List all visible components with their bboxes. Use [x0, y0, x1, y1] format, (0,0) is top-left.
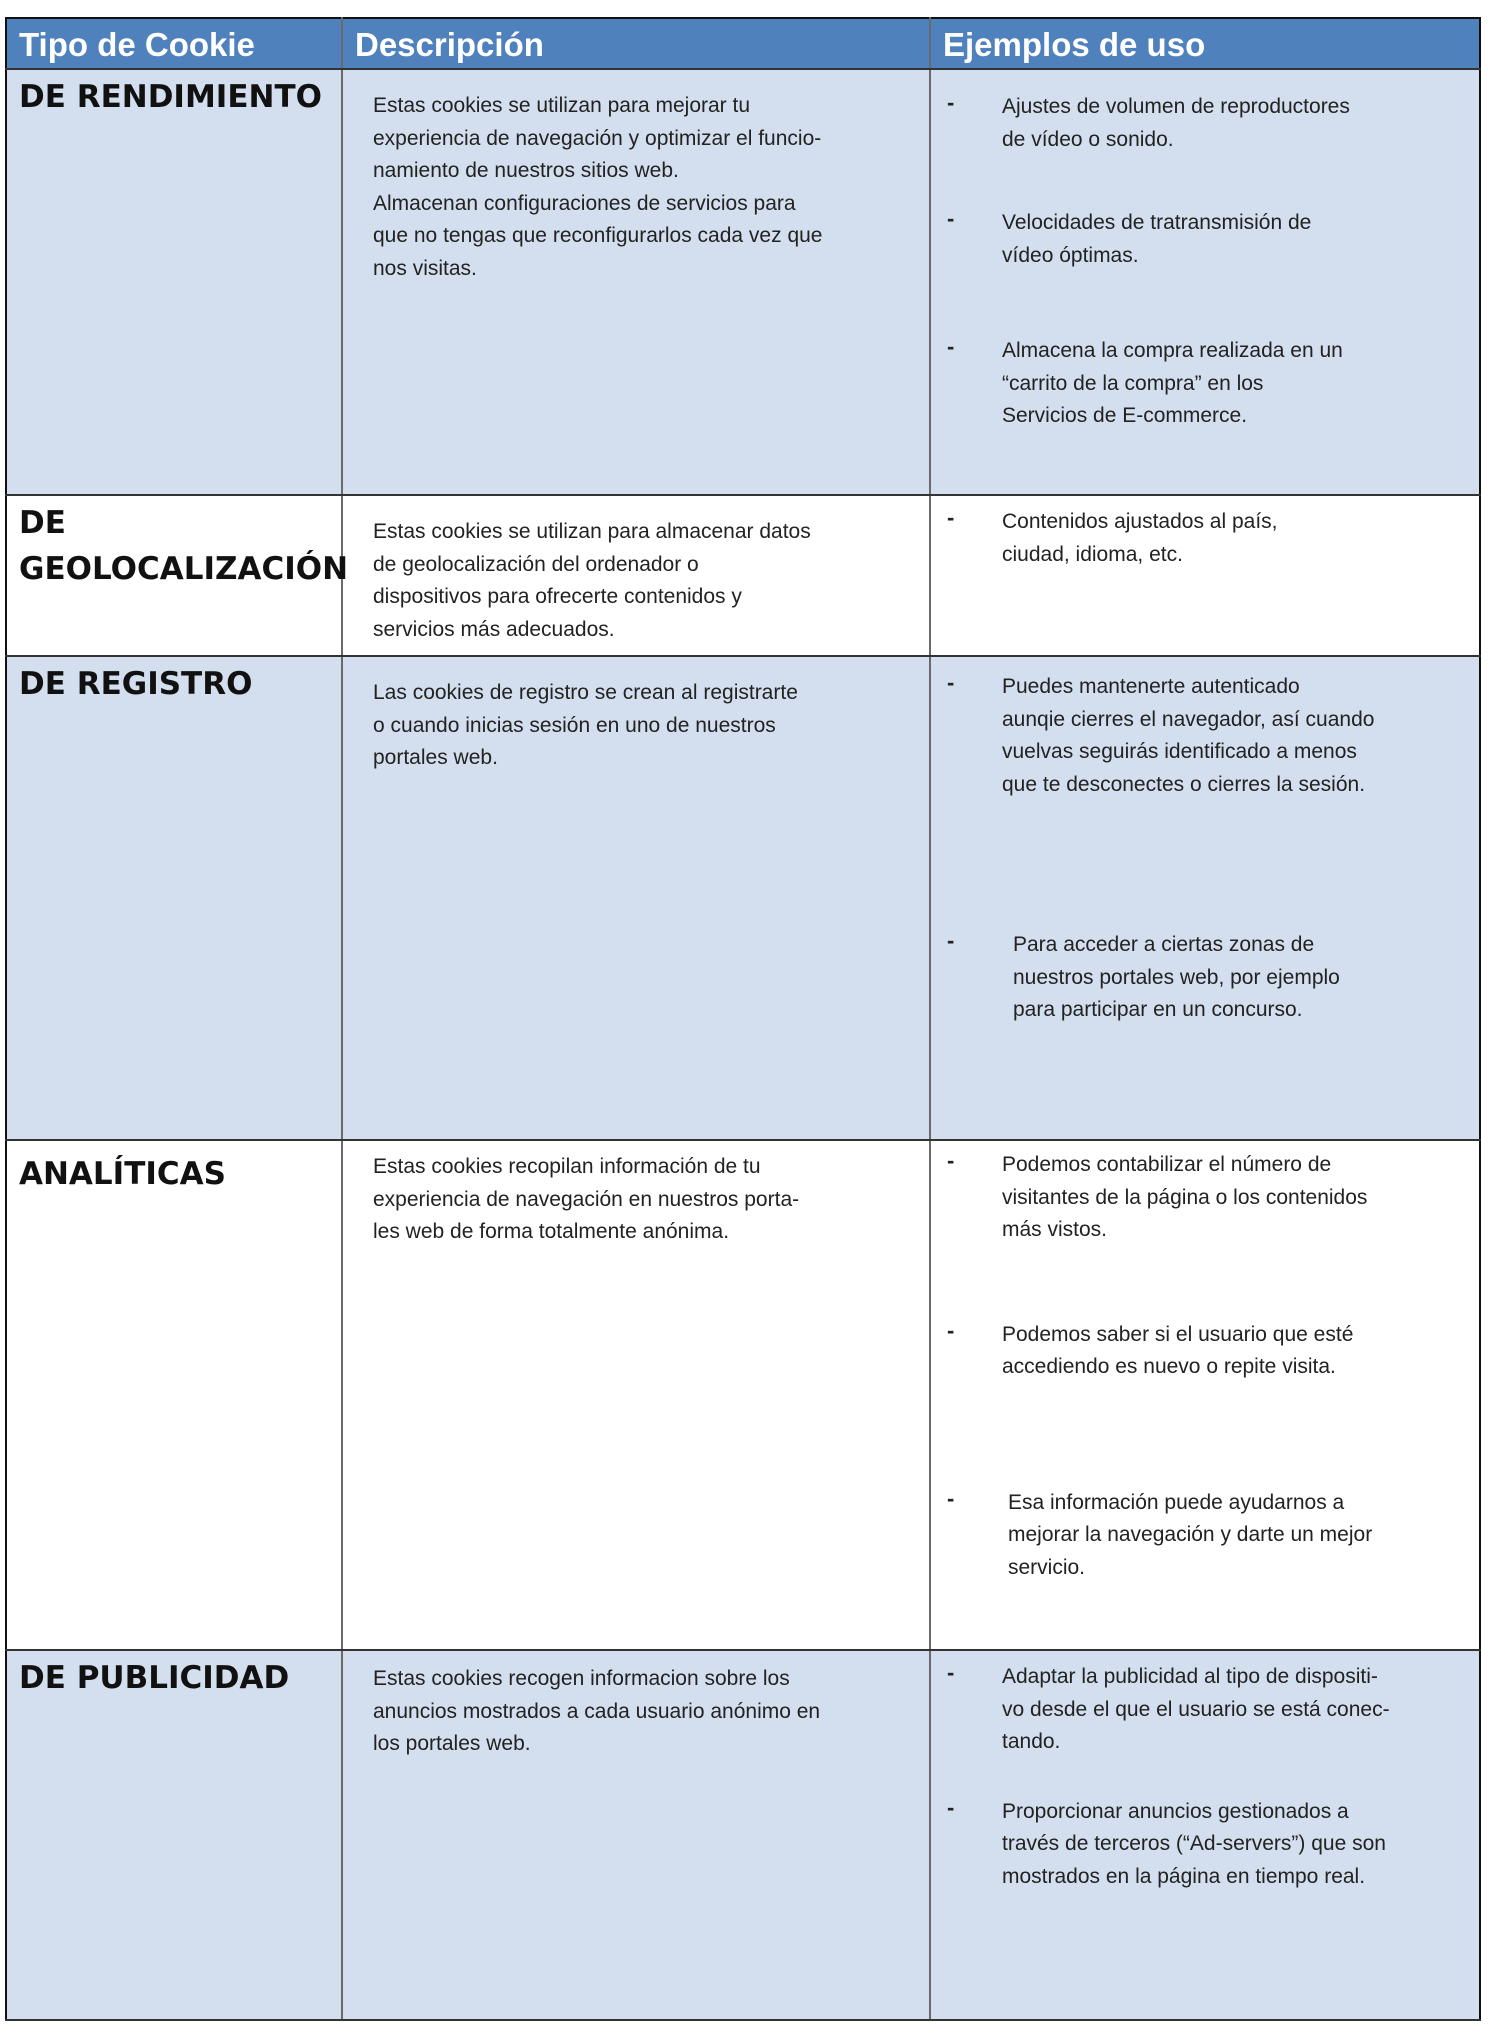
bullet-dash: - — [947, 206, 955, 231]
description-line: Estas cookies recogen informacion sobre los — [373, 1667, 790, 1690]
example-line: Servicios de E-commerce. — [1002, 404, 1248, 427]
description-line: servicios más adecuados. — [373, 617, 615, 641]
example-line: servicio. — [1008, 1555, 1086, 1579]
cookie-examples — [930, 69, 1480, 495]
cookie-type: DE RENDIMIENTO — [6, 69, 342, 495]
description-line: Almacenan configuraciones de servicios para — [373, 191, 796, 215]
bullet-dash: - — [947, 928, 955, 953]
description-line: Estas cookies se utilizan para mejorar tu — [373, 94, 751, 117]
cookie-description — [342, 69, 930, 495]
example-line: Almacena la compra realizada en un — [1002, 339, 1343, 362]
example-line: aunqie cierres el navegador, así cuando — [1002, 707, 1375, 731]
example-line: ciudad, idioma, etc. — [1002, 542, 1183, 566]
example-item — [947, 671, 1465, 801]
example-line: Para acceder a ciertas zonas de — [1013, 933, 1315, 956]
cookie-examples — [930, 1650, 1480, 2020]
description-line: experiencia de navegación en nuestros porta- — [373, 1187, 800, 1211]
example-line: que te desconectes o cierres la sesión. — [1002, 772, 1366, 796]
example-line: vo desde el que el usuario se está conec- — [1002, 1697, 1390, 1721]
example-line: Puedes mantenerte autenticado — [1002, 675, 1300, 698]
example-line: través de terceros (“Ad-servers”) que son — [1002, 1832, 1386, 1855]
header-ejemplos: Ejemplos de uso — [930, 18, 1480, 69]
cookie-description — [342, 656, 930, 1140]
description-line: anuncios mostrados a cada usuario anónimo en — [373, 1699, 821, 1723]
example-line: accediendo es nuevo o repite visita. — [1002, 1355, 1336, 1378]
cookie-description — [342, 1650, 930, 2020]
cookie-examples — [930, 1140, 1480, 1650]
example-item — [947, 207, 1465, 272]
cookie-examples — [930, 495, 1480, 656]
bullet-dash: - — [947, 670, 955, 695]
example-line: Adaptar la publicidad al tipo de dispositi- — [1002, 1665, 1378, 1688]
cookie-description — [342, 1140, 930, 1650]
header-tipo: Tipo de Cookie — [6, 18, 342, 69]
bullet-dash: - — [947, 1148, 955, 1173]
example-item — [947, 1319, 1465, 1384]
cookie-examples — [930, 656, 1480, 1140]
example-line: mostrados en la página en tiempo real. — [1002, 1864, 1366, 1888]
header-descripcion: Descripción — [342, 18, 930, 69]
description-line: dispositivos para ofrecerte contenidos y — [373, 585, 742, 608]
example-line: vídeo óptimas. — [1002, 243, 1139, 267]
description-line: experiencia de navegación y optimizar el funcio- — [373, 126, 822, 150]
description-line: de geolocalización del ordenador o — [373, 552, 699, 576]
cookie-type: DE REGISTRO — [6, 656, 342, 1140]
bullet-dash: - — [947, 1317, 955, 1343]
example-line: nuestros portales web, por ejemplo — [1013, 965, 1340, 989]
cookie-type: DE PUBLICIDAD — [6, 1650, 342, 2020]
example-item — [947, 1661, 1465, 1759]
bullet-dash: - — [947, 1485, 955, 1511]
example-line: más vistos. — [1002, 1218, 1108, 1241]
bullet-dash: - — [947, 1794, 955, 1820]
description-line: Estas cookies se utilizan para almacenar datos — [373, 520, 811, 543]
example-line: Ajustes de volumen de reproductores — [1002, 95, 1350, 118]
example-line: “carrito de la compra” en los — [1002, 371, 1264, 395]
example-item — [947, 335, 1465, 433]
bullet-dash: - — [947, 90, 955, 115]
cookie-table — [5, 17, 1481, 2021]
table-row-publicidad — [6, 1650, 1480, 2020]
cookie-description — [342, 495, 930, 656]
description-line: que no tengas que reconfigurarlos cada vez que — [373, 224, 823, 247]
cookie-type: DE GEOLOCALIZACIÓN — [6, 495, 342, 656]
description-line: portales web. — [373, 746, 498, 769]
example-line: para participar en un concurso. — [1013, 998, 1303, 1021]
example-line: mejorar la navegación y darte un mejor — [1008, 1523, 1373, 1546]
example-item — [947, 506, 1465, 571]
example-line: Podemos saber si el usuario que esté — [1002, 1322, 1354, 1346]
description-line: los portales web. — [373, 1732, 531, 1755]
example-item — [947, 1149, 1465, 1247]
bullet-dash: - — [947, 1660, 955, 1685]
example-line: Podemos contabilizar el número de — [1002, 1153, 1332, 1176]
description-line: les web de forma totalmente anónima. — [373, 1220, 730, 1243]
example-line: Velocidades de tratransmisión de — [1002, 211, 1312, 234]
description-line: namiento de nuestros sitios web. — [373, 159, 679, 182]
table-row-geolocalizacion — [6, 495, 1480, 656]
bullet-dash: - — [947, 334, 955, 359]
example-line: de vídeo o sonido. — [1002, 127, 1174, 151]
header-row — [6, 18, 1480, 69]
example-item — [947, 929, 1465, 1027]
example-line: Contenidos ajustados al país, — [1002, 510, 1278, 533]
example-item — [947, 91, 1465, 156]
cookie-type: ANALÍTICAS — [6, 1140, 342, 1650]
table-row-registro — [6, 656, 1480, 1140]
example-line: visitantes de la página o los contenidos — [1002, 1185, 1368, 1209]
example-line: tando. — [1002, 1730, 1061, 1753]
description-line: o cuando inicias sesión en uno de nuestros — [373, 713, 776, 737]
example-line: vuelvas seguirás identificado a menos — [1002, 740, 1357, 763]
example-item — [947, 1487, 1465, 1585]
example-item — [947, 1796, 1465, 1894]
description-line: Las cookies de registro se crean al registrarte — [373, 681, 798, 704]
description-line: Estas cookies recopilan información de tu — [373, 1155, 761, 1178]
table-row-analiticas — [6, 1140, 1480, 1650]
description-line: nos visitas. — [373, 256, 477, 280]
example-line: Proporcionar anuncios gestionados a — [1002, 1799, 1349, 1823]
example-line: Esa información puede ayudarnos a — [1008, 1490, 1345, 1514]
bullet-dash: - — [947, 505, 955, 530]
table-row-rendimiento — [6, 69, 1480, 495]
